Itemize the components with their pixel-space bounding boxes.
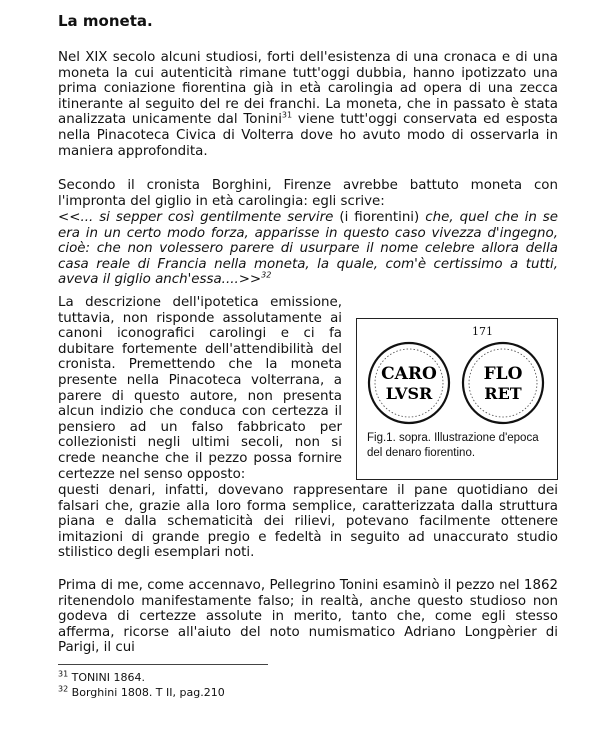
footnotes (58, 670, 225, 700)
footnote-ref-32[interactable]: 32 (261, 270, 272, 280)
quote-part-2: che, quel che in se era in un certo modo forza, apparisse in questo caso vivezza d'ingegno, cioè: che non volessero parere di usurpare il nome celebre allora della casa reale di Francia nella moneta, la quale, com'è certissimo a tutti, aveva il giglio anch'essa....>> (58, 210, 559, 288)
paragraph-left-column: La descrizione dell'ipotetica emissione, tuttavia, non risponde assolutamente ai canoni iconografici carolingi e ci fa dubitare fortemente dell'attendibilità del cronista. Premettendo che la moneta presente nella Pinacoteca volterrana, a parere di questo autore, non presenta alcun indizio che conduca con certezza il pensiero ad un falso fabbricato per collezionisti negli ultimi secoli, non si crede neanche che il pezzo possa fornire certezze nel senso opposto: (58, 295, 342, 482)
quote-part-1: <<... si sepper così gentilmente servire (58, 210, 334, 225)
footnote-32-number: 32 (58, 684, 69, 694)
footnote-divider (58, 664, 268, 665)
coin-right-line-2: RET (484, 384, 522, 403)
coin-left-line-1: CARO (381, 364, 437, 384)
coin-left-line-2: LVSR (385, 384, 433, 403)
borghini-quote (58, 210, 558, 288)
footnote-31-text: TONINI 1864. (68, 671, 145, 684)
footnote-32-text: Borghini 1808. T II, pag.210 (68, 686, 225, 699)
footnote-32 (58, 685, 225, 700)
figure-page-number: 171 (472, 325, 493, 338)
footnote-31-number: 31 (58, 669, 69, 679)
paragraph-borghini: Secondo il cronista Borghini, Firenze avrebbe battuto moneta con l'impronta del giglio in età carolingia: egli scrive: (58, 178, 558, 209)
paragraph-intro-text: Nel XIX secolo alcuni studiosi, forti dell'esistenza di una cronaca e di una moneta la cui autenticità rimane tutt'oggi dubbia, hanno ipotizzato una prima coniazione fiorentina già in età carolingia ad opera di una zecca itinerante al seguito del re dei franchi. La moneta, che in passato è stata analizzata unicamente dal Tonini (58, 50, 558, 128)
coin-illustration (365, 337, 549, 429)
footnote-ref-31[interactable]: 31 (281, 110, 293, 120)
paragraph-intro (58, 50, 558, 159)
coin-reverse (463, 343, 543, 423)
section-title: La moneta. (58, 12, 153, 30)
footnote-31 (58, 670, 225, 685)
figure-caption: Fig.1. sopra. Illustrazione d'epoca del denaro fiorentino. (367, 432, 539, 459)
paragraph-continuation: questi denari, infatti, dovevano rappresentare il pane quotidiano dei falsari che, grazie alla loro forma semplice, caratterizzata dalla struttura piana e dalla schematicità dei rilievi, potevano facilmente ottenere imitazioni di grande pregio e fedeltà in seguito ad unaccurato studio stilistico degli esemplari noti. (58, 483, 558, 561)
coin-obverse (369, 343, 449, 423)
coin-right-line-1: FLO (483, 364, 523, 384)
coin-figure (356, 318, 558, 480)
quote-insert: (i fiorentini) (333, 210, 426, 225)
paragraph-intro-end: viene tutt'oggi conservata ed esposta nella Pinacoteca Civica di Volterra dove ho avuto modo di osservarla in maniera approfondita. (58, 112, 558, 159)
paragraph-tonini: Prima di me, come accennavo, Pellegrino Tonini esaminò il pezzo nel 1862 ritenendolo manifestamente falso; in realtà, anche questo studioso non godeva di certezze assolute in merito, tanto che, come egli stesso afferma, ricorse all'aiuto del noto numismatico Adriano Longpèrier di Parigi, il cui (58, 578, 558, 656)
